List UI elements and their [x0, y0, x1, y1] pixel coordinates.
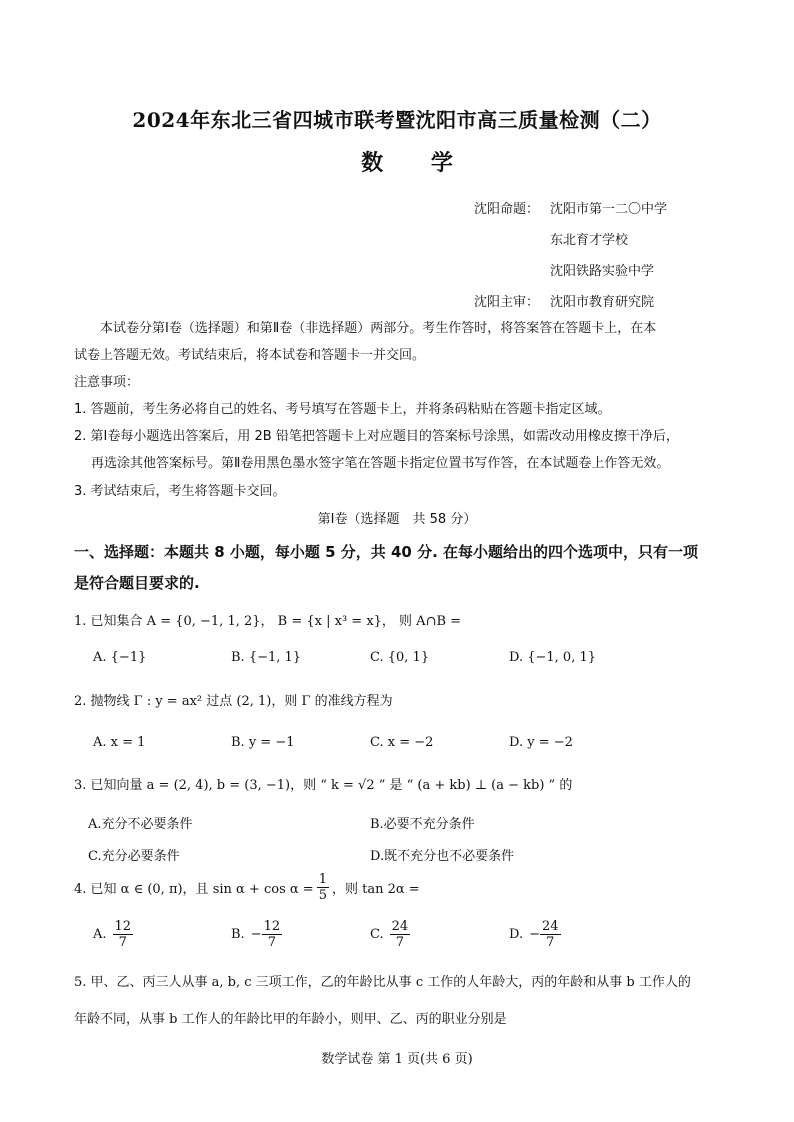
q1-stem: 1. 已知集合 A = {0, −1, 1, 2}， B = {x | x³ = x}， 则 A∩B =: [74, 614, 462, 629]
q4-option-b-fraction: [262, 919, 283, 950]
q1-option-d: D. {−1, 0, 1}: [509, 650, 597, 665]
q5-line-2: 年龄不同，从事 b 工作人的年龄比甲的年龄小，则甲、乙、丙的职业分别是: [74, 1012, 507, 1027]
q1-option-c: C. {0, 1}: [370, 650, 430, 665]
section1-heading-line-2: 是符合题目要求的.: [74, 574, 200, 592]
q2-option-a: A. x = 1: [93, 735, 146, 750]
q4-option-c: [370, 919, 410, 950]
q4-option-b: [231, 919, 282, 950]
q4-option-c-letter: C.: [370, 927, 384, 942]
q1-option-a: A. {−1}: [93, 650, 147, 665]
proposer-school-3: 沈阳铁路实验中学: [550, 264, 655, 279]
q4-option-d-fraction: [540, 919, 561, 950]
q4-option-c-fraction: [390, 919, 411, 950]
q4-option-c-den: 7: [395, 935, 405, 950]
section1-heading-line-1: 一、选择题：本题共 8 小题，每小题 5 分，共 40 分. 在每小题给出的四个选项中，只有一项: [74, 543, 699, 561]
q2-stem: 2. 抛物线 Γ : y = ax² 过点 (2, 1)，则 Γ 的准线方程为: [74, 694, 393, 709]
q5-line-1: 5. 甲、乙、丙三人从事 a, b, c 三项工作，乙的年龄比从事 c 工作的人年龄大，丙的年龄和从事 b 工作人的: [74, 975, 691, 990]
q4-option-b-sign: −: [250, 927, 262, 942]
q4-option-b-den: 7: [267, 935, 276, 950]
q4-option-a-num: 12: [114, 919, 132, 934]
note-item-2: 2. 第Ⅰ卷每小题选出答案后，用 2B 铅笔把答题卡上对应题目的答案标号涂黑，如需改动用橡皮擦干净后，: [74, 429, 679, 444]
notes-heading: 注意事项：: [74, 375, 140, 390]
q4-stem-fraction: [317, 872, 329, 903]
q3-stem: 3. 已知向量 a = (2, 4), b = (3, −1)，则 “ k = √2 ” 是 “ (a + kb) ⊥ (a − kb) ” 的: [74, 778, 573, 793]
part1-title: 第Ⅰ卷（选择题 共 58 分）: [317, 512, 477, 527]
reviewer-label: 沈阳主审：: [474, 295, 540, 310]
q2-option-b: B. y = −1: [231, 735, 295, 750]
q4-option-d-sign: −: [529, 927, 540, 942]
q4-stem: [74, 872, 420, 903]
proposer-label: 沈阳命题：: [474, 202, 540, 217]
exam-title: 2024年东北三省四城市联考暨沈阳市高三质量检测（二）: [132, 108, 662, 132]
q4-option-c-num: 24: [391, 919, 409, 934]
proposer-school-2: 东北育才学校: [550, 233, 629, 248]
q3-option-d: D.既不充分也不必要条件: [370, 849, 515, 864]
q4-option-d-num: 24: [542, 919, 559, 934]
note-item-2-cont: 再选涂其他答案标号。第Ⅱ卷用黑色墨水签字笔在答题卡指定位置书写作答，在本试题卷上作答无效。: [91, 456, 670, 471]
note-item-3: 3. 考试结束后，考生将答题卡交回。: [74, 484, 286, 499]
q2-option-d: D. y = −2: [509, 735, 573, 750]
q4-option-a-letter: A.: [93, 927, 107, 942]
q4-stem-suffix: ，则 tan 2α =: [331, 882, 420, 897]
proposer-school-1: 沈阳市第一二〇中学: [550, 202, 668, 217]
q3-option-b: B.必要不充分条件: [370, 817, 475, 832]
q4-option-d: [509, 919, 561, 950]
reviewer-name: 沈阳市教育研究院: [550, 295, 655, 310]
q4-option-b-letter: B.: [231, 927, 245, 942]
intro-line-1: 本试卷分第Ⅰ卷（选择题）和第Ⅱ卷（非选择题）两部分。考生作答时，将答案答在答题卡上，在本: [100, 321, 657, 336]
q1-option-b: B. {−1, 1}: [231, 650, 302, 665]
q3-option-a: A.充分不必要条件: [88, 817, 193, 832]
q4-stem-fraction-den: 5: [318, 888, 327, 903]
q2-option-c: C. x = −2: [370, 735, 434, 750]
q4-option-a: [93, 919, 133, 950]
note-item-1: 1. 答题前，考生务必将自己的姓名、考号填写在答题卡上，并将条码粘贴在答题卡指定区域。: [74, 402, 611, 417]
q4-option-a-fraction: [113, 919, 134, 950]
q4-option-d-den: 7: [546, 935, 555, 950]
q4-option-b-num: 12: [263, 919, 281, 934]
page-footer: 数学试卷 第 1 页(共 6 页): [321, 1052, 473, 1067]
q4-stem-prefix: 4. 已知 α ∈ (0, π)，且 sin α + cos α =: [74, 882, 314, 897]
q4-stem-fraction-num: 1: [318, 872, 327, 887]
q3-option-c: C.充分必要条件: [88, 849, 180, 864]
intro-line-2: 试卷上答题无效。考试结束后，将本试卷和答题卡一并交回。: [74, 348, 426, 363]
q4-option-d-letter: D.: [509, 927, 524, 942]
subject-title: 数 学: [361, 150, 473, 176]
q4-option-a-den: 7: [118, 935, 127, 950]
